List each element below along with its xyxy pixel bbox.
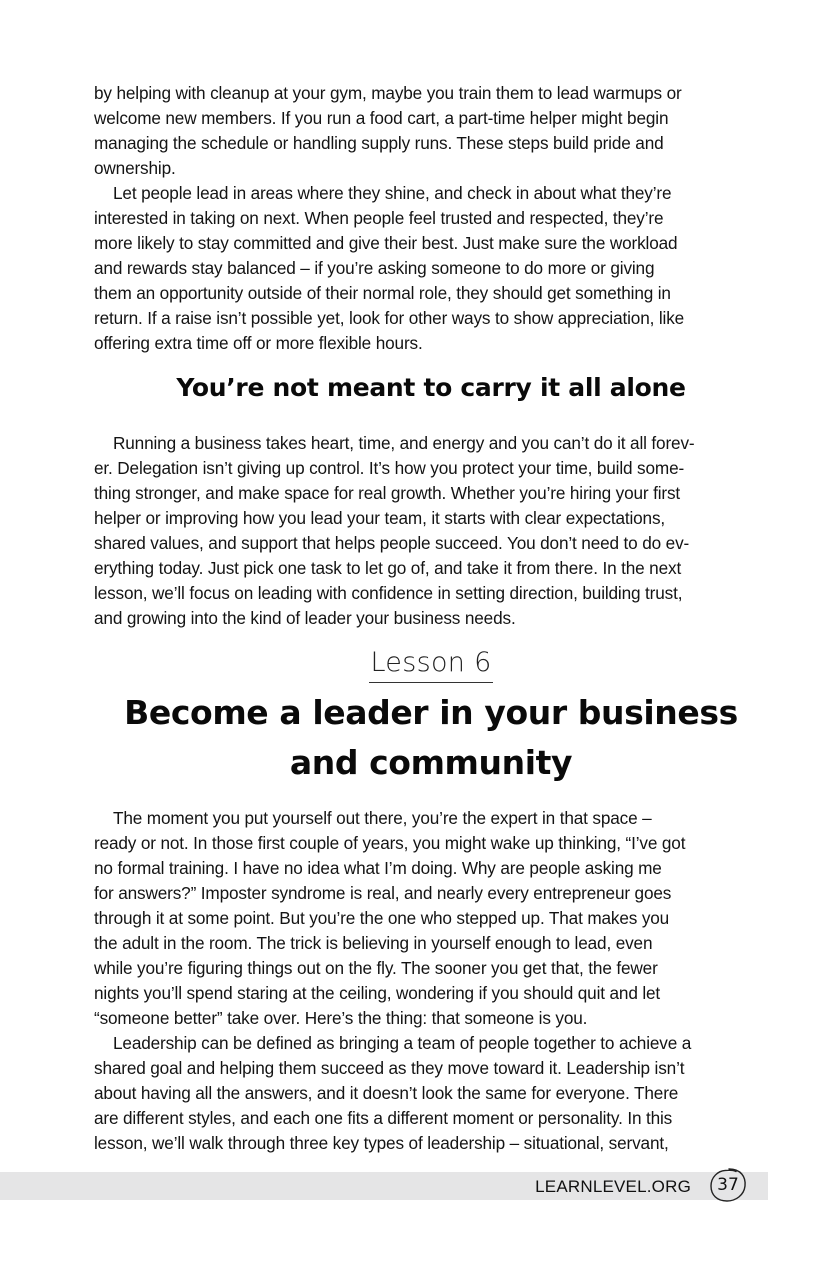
text-line: are different styles, and each one fits a different moment or personality. In this [94, 1108, 673, 1128]
text-line: the adult in the room. The trick is believing in yourself enough to lead, even [94, 933, 653, 953]
text-line: interested in taking on next. When people feel trusted and respected, they’re [94, 208, 664, 228]
section-heading: You’re not meant to carry it all alone [176, 373, 686, 402]
paragraph-the-moment [94, 806, 770, 1031]
text-line: er. Delegation isn’t giving up control. It’s how you protect your time, build some- [94, 458, 685, 478]
text-line: welcome new members. If you run a food cart, a part-time helper might begin [94, 108, 669, 128]
text-line: managing the schedule or handling supply runs. These steps build pride and [94, 133, 664, 153]
text-line: return. If a raise isn’t possible yet, look for other ways to show appreciation, like [94, 308, 685, 328]
lesson-title-line-1: Become a leader in your business [124, 693, 738, 732]
paragraph-leadership-definition [94, 1031, 770, 1156]
text-line: shared values, and support that helps people succeed. You don’t need to do ev- [94, 533, 690, 553]
text-line: while you’re figuring things out on the fly. The sooner you get that, the fewer [94, 958, 658, 978]
text-line: thing stronger, and make space for real growth. Whether you’re hiring your first [94, 483, 681, 503]
text-line: The moment you put yourself out there, you’re the expert in that space – [113, 808, 652, 828]
text-line: Let people lead in areas where they shine, and check in about what they’re [113, 183, 672, 203]
text-line: helper or improving how you lead your team, it starts with clear expectations, [94, 508, 666, 528]
text-line: shared goal and helping them succeed as they move toward it. Leadership isn’t [94, 1058, 685, 1078]
paragraph-running-a-business [94, 431, 770, 631]
text-line: and rewards stay balanced – if you’re asking someone to do more or giving [94, 258, 655, 278]
paragraph-let-people-lead [94, 181, 770, 356]
text-line: lesson, we’ll walk through three key types of leadership – situational, servant, [94, 1133, 669, 1153]
text-line: Running a business takes heart, time, and energy and you can’t do it all forev- [113, 433, 695, 453]
text-line: lesson, we’ll focus on leading with confidence in setting direction, building trust, [94, 583, 683, 603]
text-line: them an opportunity outside of their normal role, they should get something in [94, 283, 671, 303]
text-line: offering extra time off or more flexible hours. [94, 333, 423, 353]
lesson-label: Lesson 6 [369, 646, 492, 683]
paragraph-continuation [94, 81, 770, 181]
footer-site-url[interactable]: LEARNLEVEL.ORG [535, 1177, 691, 1196]
page-footer [0, 1172, 768, 1200]
text-line: more likely to stay committed and give their best. Just make sure the workload [94, 233, 678, 253]
text-line: erything today. Just pick one task to let go of, and take it from there. In the next [94, 558, 682, 578]
text-line: for answers?” Imposter syndrome is real, and nearly every entrepreneur goes [94, 883, 672, 903]
text-line: by helping with cleanup at your gym, maybe you train them to lead warmups or [94, 83, 682, 103]
text-line: about having all the answers, and it doesn’t look the same for everyone. There [94, 1083, 679, 1103]
text-line: nights you’ll spend staring at the ceiling, wondering if you should quit and let [94, 983, 661, 1003]
lesson-label-container [0, 646, 825, 683]
text-line: “someone better” take over. Here’s the thing: that someone is you. [94, 1008, 588, 1028]
text-line: and growing into the kind of leader your business needs. [94, 608, 516, 628]
text-line: no formal training. I have no idea what I’m doing. Why are people asking me [94, 858, 662, 878]
page-number: 37 [717, 1175, 739, 1195]
text-line: ready or not. In those first couple of years, you might wake up thinking, “I’ve got [94, 833, 686, 853]
text-line: Leadership can be defined as bringing a team of people together to achieve a [113, 1033, 692, 1053]
text-line: through it at some point. But you’re the one who stepped up. That makes you [94, 908, 670, 928]
page-number-badge [708, 1166, 748, 1204]
text-line: ownership. [94, 158, 176, 178]
lesson-title-line-2: and community [289, 743, 573, 782]
